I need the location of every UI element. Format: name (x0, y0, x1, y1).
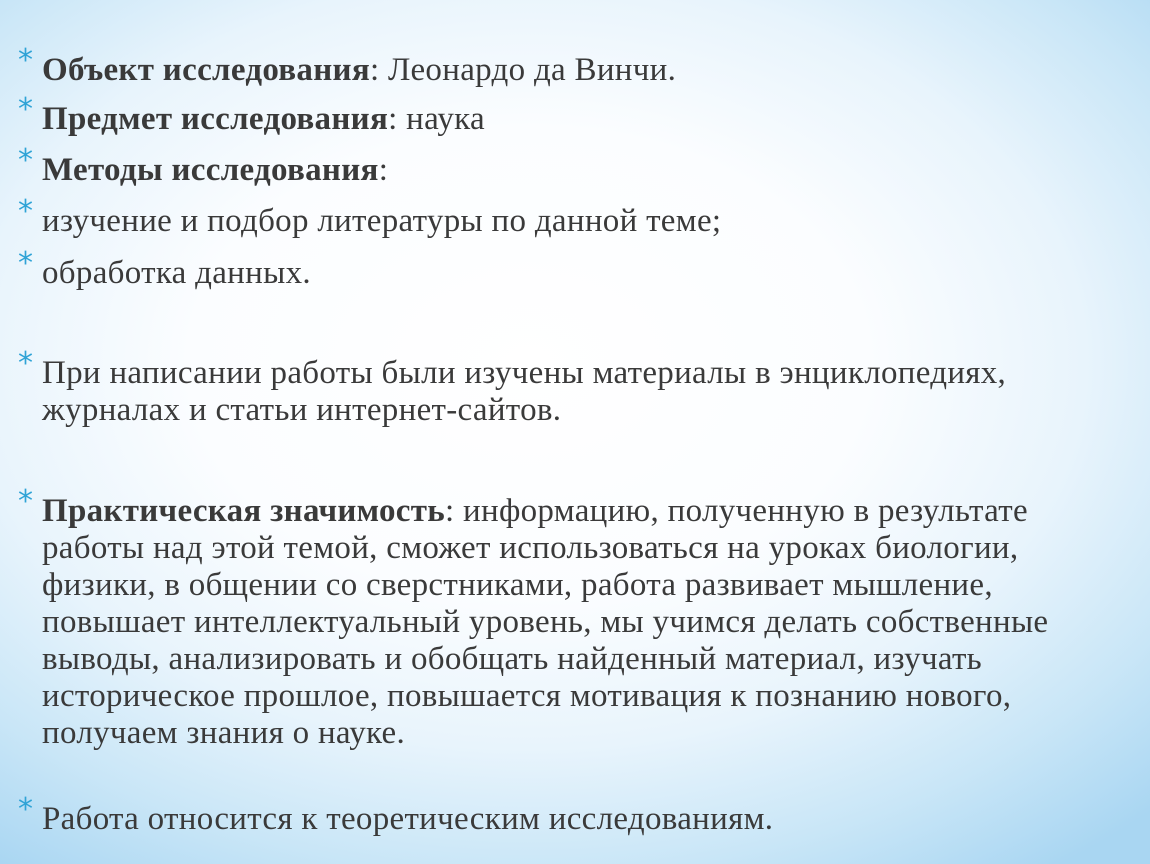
item-bold-label: Объект исследования (42, 52, 371, 88)
item-body: Работа относится к теоретическим исследованиям. (42, 801, 774, 837)
item-body: : (378, 152, 389, 188)
asterisk-bullet-icon: * (18, 792, 34, 827)
bullet-item-practical-significance (18, 484, 1128, 752)
item-body: изучение и подбор литературы по данной теме; (42, 203, 722, 239)
item-bold-label: Методы исследования (42, 152, 379, 188)
asterisk-bullet-icon: * (18, 143, 34, 178)
item-text (42, 203, 1128, 240)
bullet-item-object (18, 43, 1128, 89)
item-text (42, 493, 1128, 752)
bullet-item-materials (18, 346, 1128, 429)
item-text (42, 255, 1128, 292)
item-bold-label: Предмет исследования (42, 101, 389, 137)
bullet-item-literature (18, 194, 1128, 240)
item-text (42, 355, 1128, 429)
asterisk-bullet-icon: * (18, 92, 34, 127)
asterisk-bullet-icon: * (18, 43, 34, 78)
item-text (42, 152, 1128, 189)
bullet-item-methods (18, 143, 1128, 189)
item-text (42, 52, 1128, 89)
item-bold-label: Практическая значимость (42, 493, 446, 529)
item-body: При написании работы были изучены материалы в энциклопедиях, журналах и статьи интернет-сайтов. (42, 355, 1007, 428)
item-body: : наука (388, 101, 485, 137)
asterisk-bullet-icon: * (18, 246, 34, 281)
item-body: : информацию, полученную в результате работы над этой темой, сможет использоваться на уроках биологии, физики, в общении со сверстниками, работа развивает мышление, повышает интеллектуальный уровень, мы учимся делать собственные выводы, анализировать и обобщать найденный материал, изучать историческое прошлое, повышается мотивация к познанию нового, получаем знания о науке. (42, 493, 1049, 751)
item-text (42, 101, 1128, 138)
bullet-item-theoretical (18, 792, 1128, 838)
asterisk-bullet-icon: * (18, 346, 34, 381)
bullet-item-data-processing (18, 246, 1128, 292)
item-text (42, 801, 1128, 838)
item-body: : Леонардо да Винчи. (370, 52, 677, 88)
bullet-item-subject (18, 92, 1128, 138)
asterisk-bullet-icon: * (18, 194, 34, 229)
asterisk-bullet-icon: * (18, 484, 34, 519)
item-body: обработка данных. (42, 255, 311, 291)
